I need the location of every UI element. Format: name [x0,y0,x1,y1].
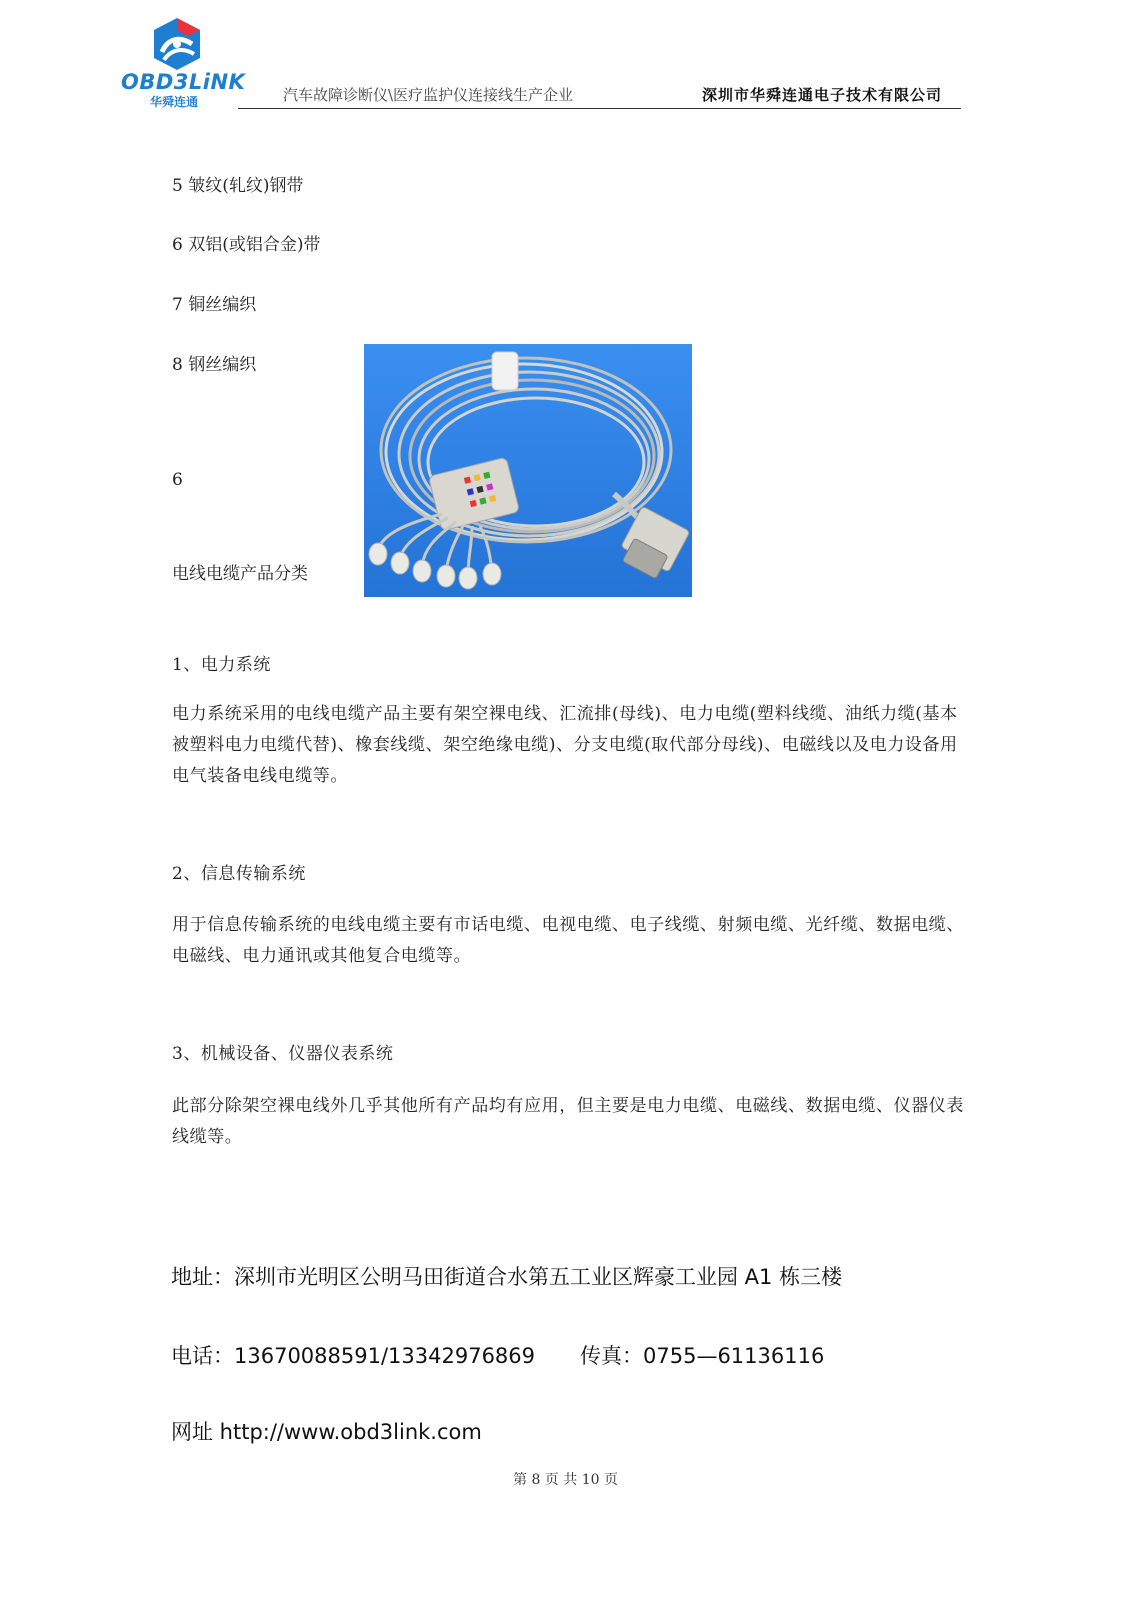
logo-wordmark: OBD3LiNK [121,70,246,94]
list-item: 6 双铝(或铝合金)带 [172,235,321,255]
page-number: 第 8 页 共 10 页 [513,1472,618,1488]
section-title: 电线电缆产品分类 [172,564,308,584]
list-item: 5 皱纹(轧纹)钢带 [172,176,304,196]
logo-emblem-icon [118,14,236,74]
section-body-info: 用于信息传输系统的电线电缆主要有市话电缆、电视电缆、电子线缆、射频电缆、光纤缆、数据电缆、电磁线、电力通讯或其他复合电缆等。 [172,915,964,966]
header-slogan: 汽车故障诊断仪\医疗监护仪连接线生产企业 [283,86,574,104]
section-heading-power: 1、电力系统 [172,655,271,675]
contact-fax: 传真：0755—61136116 [580,1344,825,1368]
list-item: 7 铜丝编织 [172,295,257,315]
logo-chinese-name: 华舜连通 [150,95,199,109]
section-heading-info: 2、信息传输系统 [172,864,306,884]
header-divider [238,108,961,109]
section-body-machinery: 此部分除架空裸电线外几乎其他所有产品均有应用，但主要是电力电缆、电磁线、数据电缆、仪器仪表线缆等。 [172,1096,964,1147]
contact-website: 网址 http://www.obd3link.com [171,1420,482,1444]
header-company-name: 深圳市华舜连通电子技术有限公司 [702,86,943,104]
section-heading-machinery: 3、机械设备、仪器仪表系统 [172,1044,394,1064]
contact-phone: 电话：13670088591/13342976869 [171,1344,536,1368]
list-item: 8 钢丝编织 [172,355,257,375]
section-body-power: 电力系统采用的电线电缆产品主要有架空裸电线、汇流排(母线)、电力电缆(塑料线缆、油纸力缆(基本被塑料电力电缆代替)、橡套线缆、架空绝缘电缆)、分支电缆(取代部分母线)、电磁线以及电力设备用电气装备电线电缆等。 [172,704,958,786]
contact-address: 地址：深圳市光明区公明马田街道合水第五工业区辉豪工业园 A1 栋三楼 [171,1265,843,1289]
ecg-cable-photo [364,344,692,597]
cable-image-icon [364,344,692,597]
list-item: 6 [172,470,183,490]
